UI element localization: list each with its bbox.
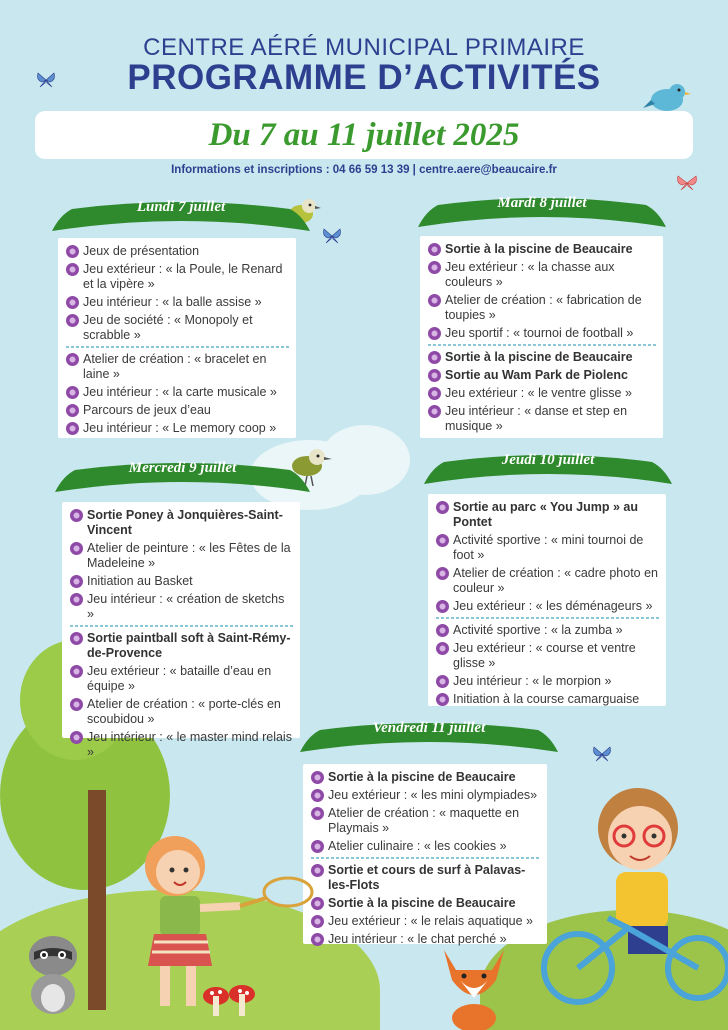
flower-bullet-icon <box>428 294 441 307</box>
raccoon-illustration <box>18 926 88 1016</box>
activity-label: Sortie et cours de surf à Palavas-les-Flots <box>328 863 526 892</box>
activity-item <box>66 352 290 382</box>
flower-bullet-icon <box>66 404 79 417</box>
day-ribbon-mardi <box>418 193 666 223</box>
flower-bullet-icon <box>436 501 449 514</box>
day-title-jeudi: Jeudi 10 juillet <box>501 452 595 468</box>
activity-label: Atelier de création : « fabrication de toupies » <box>445 293 642 322</box>
flower-bullet-icon <box>436 600 449 613</box>
activity-label: Jeu intérieur : « le chat perché » <box>328 932 507 946</box>
activity-label: Jeu intérieur : « le master mind relais » <box>87 730 292 759</box>
flower-bullet-icon <box>70 509 83 522</box>
activity-label: Sortie à la piscine de Beaucaire <box>445 242 633 256</box>
activity-item <box>428 386 657 401</box>
day-panel-lundi <box>58 238 296 438</box>
flower-bullet-icon <box>311 807 324 820</box>
flower-bullet-icon <box>66 422 79 435</box>
activity-label: Atelier de peinture : « les Fêtes de la Madeleine » <box>87 541 291 570</box>
day-ribbon-mercredi <box>55 458 310 488</box>
flower-bullet-icon <box>311 789 324 802</box>
mushroom-icon <box>200 984 260 1024</box>
activity-label: Jeu extérieur : « la Poule, le Renard et la vipère » <box>83 262 283 291</box>
bird-icon <box>643 78 691 118</box>
activity-item <box>70 541 294 571</box>
activity-item <box>436 623 660 638</box>
activity-item <box>311 914 541 929</box>
flower-bullet-icon <box>70 542 83 555</box>
day-ribbon-vendredi <box>300 718 558 748</box>
activity-item <box>66 313 290 343</box>
flower-bullet-icon <box>70 731 83 744</box>
flower-bullet-icon <box>428 261 441 274</box>
day-title-mercredi: Mercredi 9 juillet <box>128 460 237 476</box>
flower-bullet-icon <box>70 632 83 645</box>
activity-label: Sortie au parc « You Jump » au Pontet <box>453 500 639 529</box>
activity-label: Jeu de société : « Monopoly et scrabble » <box>83 313 253 342</box>
flower-bullet-icon <box>66 386 79 399</box>
day-title-lundi: Lundi 7 juillet <box>136 199 226 215</box>
boy-on-bike-illustration <box>538 778 728 1008</box>
activity-item <box>436 533 660 563</box>
header-line1: CENTRE AÉRÉ MUNICIPAL PRIMAIRE <box>143 34 585 61</box>
butterfly-icon <box>36 70 56 90</box>
day-title-mardi: Mardi 8 juillet <box>497 195 587 211</box>
flower-bullet-icon <box>66 245 79 258</box>
activity-item <box>311 806 541 836</box>
activity-label: Jeu extérieur : « les mini olympiades» <box>328 788 538 802</box>
flower-bullet-icon <box>70 593 83 606</box>
activity-label: Sortie paintball soft à Saint-Rémy-de-Provence <box>87 631 291 660</box>
flower-bullet-icon <box>311 771 324 784</box>
butterfly-icon <box>676 174 698 192</box>
activity-label: Jeux de présentation <box>83 244 200 258</box>
fox-illustration <box>434 940 514 1030</box>
activity-label: Jeu intérieur : « le morpion » <box>453 674 612 688</box>
flower-bullet-icon <box>436 675 449 688</box>
activity-item <box>70 574 294 589</box>
activity-label: Sortie au Wam Park de Piolenc <box>445 368 628 382</box>
flower-bullet-icon <box>428 327 441 340</box>
activity-item <box>66 385 290 400</box>
activity-label: Jeu extérieur : « les déménageurs » <box>453 599 653 613</box>
flower-bullet-icon <box>428 369 441 382</box>
flower-bullet-icon <box>66 263 79 276</box>
activity-item <box>70 730 294 760</box>
activity-item <box>66 403 290 418</box>
dotted-separator <box>66 346 290 348</box>
flower-bullet-icon <box>70 698 83 711</box>
activity-label: Jeu intérieur : « création de sketchs » <box>87 592 285 621</box>
activity-item <box>428 368 657 383</box>
activity-item <box>66 295 290 310</box>
flower-bullet-icon <box>436 567 449 580</box>
dotted-separator <box>436 617 660 619</box>
activity-item <box>428 242 657 257</box>
activity-label: Atelier culinaire : « les cookies » <box>328 839 507 853</box>
activity-label: Sortie à la piscine de Beaucaire <box>445 350 633 364</box>
activity-label: Sortie Poney à Jonquières-Saint-Vincent <box>87 508 283 537</box>
dotted-separator <box>70 625 294 627</box>
butterfly-icon <box>322 226 342 246</box>
activity-item <box>311 863 541 893</box>
activity-item <box>66 262 290 292</box>
flower-bullet-icon <box>436 642 449 655</box>
activity-item <box>66 244 290 259</box>
flower-bullet-icon <box>70 575 83 588</box>
day-panel-jeudi <box>428 494 666 706</box>
activity-label: Jeu sportif : « tournoi de football » <box>445 326 634 340</box>
page-title: PROGRAMME D’ACTIVITÉS <box>127 58 601 97</box>
activity-label: Initiation à la course camarguaise <box>453 692 640 706</box>
dotted-separator <box>428 344 657 346</box>
activity-item <box>311 896 541 911</box>
activity-item <box>70 697 294 727</box>
contact-info: Informations et inscriptions : 04 66 59 13 39 | centre.aere@beaucaire.fr <box>171 164 557 176</box>
flower-bullet-icon <box>66 296 79 309</box>
dotted-separator <box>311 857 541 859</box>
activity-item <box>311 788 541 803</box>
activity-label: Jeu extérieur : « le ventre glisse » <box>445 386 632 400</box>
activity-item <box>436 674 660 689</box>
activity-item <box>428 404 657 434</box>
activity-label: Jeu extérieur : « la chasse aux couleurs » <box>445 260 615 289</box>
flower-bullet-icon <box>70 665 83 678</box>
activity-item <box>436 599 660 614</box>
activity-item <box>436 641 660 671</box>
flower-bullet-icon <box>428 351 441 364</box>
activity-item <box>428 293 657 323</box>
flower-bullet-icon <box>436 693 449 706</box>
activity-label: Jeu intérieur : « la carte musicale » <box>83 385 277 399</box>
activity-label: Atelier de création : « cadre photo en couleur » <box>453 566 658 595</box>
activity-item <box>436 692 660 707</box>
activity-label: Atelier de création : « maquette en Playmais » <box>328 806 520 835</box>
activity-label: Initiation au Basket <box>87 574 193 588</box>
activity-label: Jeu extérieur : « bataille d’eau en équipe » <box>87 664 272 693</box>
activity-item <box>428 326 657 341</box>
day-title-vendredi: Vendredi 11 juillet <box>372 720 486 736</box>
day-panel-mardi <box>420 236 663 438</box>
activity-item <box>436 566 660 596</box>
activity-item <box>311 770 541 785</box>
activity-item <box>428 260 657 290</box>
activity-label: Activité sportive : « mini tournoi de foot » <box>453 533 644 562</box>
activity-label: Sortie à la piscine de Beaucaire <box>328 896 516 910</box>
activity-label: Jeu extérieur : « le relais aquatique » <box>328 914 533 928</box>
activity-item <box>70 508 294 538</box>
flower-bullet-icon <box>436 624 449 637</box>
date-range: Du 7 au 11 juillet 2025 <box>208 117 520 153</box>
butterfly-icon <box>592 744 612 764</box>
activity-label: Atelier de création : « porte-clés en scoubidou » <box>87 697 281 726</box>
flower-bullet-icon <box>428 243 441 256</box>
day-panel-vendredi <box>303 764 547 944</box>
activity-item <box>436 500 660 530</box>
tree-trunk <box>88 790 106 1010</box>
activity-item <box>311 839 541 854</box>
activity-label: Jeu extérieur : « course et ventre glisse » <box>453 641 636 670</box>
day-ribbon-lundi <box>52 197 310 227</box>
activity-label: Sortie à la piscine de Beaucaire <box>328 770 516 784</box>
date-banner <box>35 111 693 159</box>
day-ribbon-jeudi <box>424 450 672 480</box>
activity-label: Jeu intérieur : « la balle assise » <box>83 295 262 309</box>
flower-bullet-icon <box>66 353 79 366</box>
flower-bullet-icon <box>428 387 441 400</box>
activity-item <box>66 421 290 436</box>
flower-bullet-icon <box>66 314 79 327</box>
activity-label: Parcours de jeux d’eau <box>83 403 211 417</box>
flower-bullet-icon <box>428 405 441 418</box>
activity-label: Atelier de création : « bracelet en laine » <box>83 352 267 381</box>
day-panel-mercredi <box>62 502 300 759</box>
activity-label: Jeu intérieur : « danse et step en musique » <box>445 404 628 433</box>
activity-label: Activité sportive : « la zumba » <box>453 623 623 637</box>
flower-bullet-icon <box>436 534 449 547</box>
activity-item <box>70 664 294 694</box>
activity-item <box>70 631 294 661</box>
activity-item <box>428 350 657 365</box>
activity-item <box>70 592 294 622</box>
activity-label: Jeu intérieur : « Le memory coop » <box>83 421 277 435</box>
